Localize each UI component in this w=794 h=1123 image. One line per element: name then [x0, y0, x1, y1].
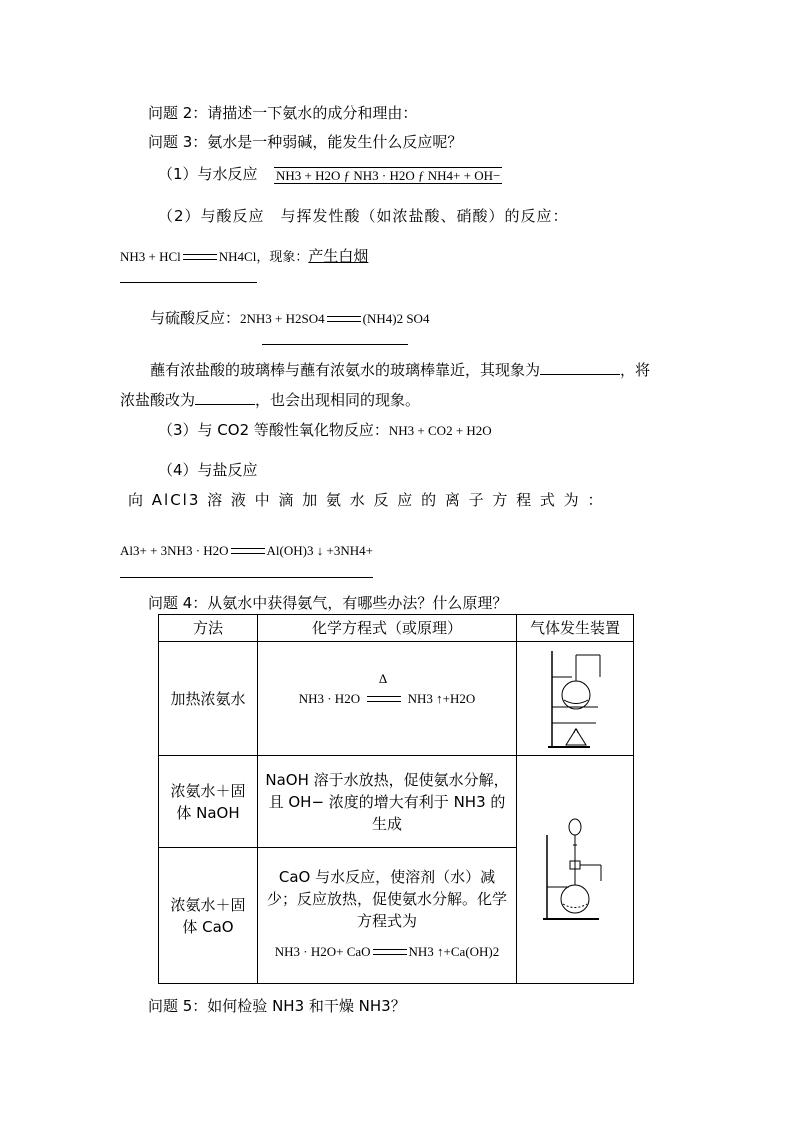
row2-method: 浓氨水＋固体 NaOH — [159, 756, 258, 848]
reaction-3: （3）与 CO2 等酸性氧化物反应：NH3 + CO2 + H2O — [158, 421, 492, 439]
reaction-1-label: （1）与水反应 — [158, 165, 258, 183]
glass-rod-text-1: 蘸有浓盐酸的玻璃棒与蘸有浓氨水的玻璃棒靠近，其现象为 ，将 — [150, 361, 651, 379]
sulfuric-reaction: 与硫酸反应：2NH3 + H2SO4 (NH4)2 SO4 — [150, 309, 430, 327]
heating-apparatus — [517, 642, 634, 756]
dropping-apparatus-icon — [539, 815, 611, 925]
answer-line — [262, 344, 408, 345]
blank-phenomenon[interactable] — [540, 360, 620, 375]
reaction-2-label: （2）与酸反应 与挥发性酸（如浓盐酸、硝酸）的反应： — [158, 207, 569, 225]
glass-rod-text-2: 浓盐酸改为 ，也会出现相同的现象。 — [120, 391, 421, 409]
reaction-4-text: 向 AlCl3 溶 液 中 滴 加 氨 水 反 应 的 离 子 方 程 式 为 ： — [128, 491, 605, 509]
blank-acid[interactable] — [195, 390, 255, 405]
row1-equation: NH3 · H2O Δ NH3 ↑+H2O — [258, 642, 517, 756]
question-3: 问题 3：氨水是一种弱碱，能发生什么反应呢？ — [148, 133, 463, 151]
reaction-2-equation: NH3 + HCl NH4Cl，现象：产生白烟 — [120, 247, 369, 265]
row3-principle: CaO 与水反应，使溶剂（水）减少；反应放热，促使氨水分解。化学方程式为 NH3 · H2O+ CaO NH3 ↑+Ca(OH)2 — [258, 848, 517, 984]
question-5: 问题 5：如何检验 NH3 和干燥 NH3？ — [148, 997, 406, 1015]
answer-line — [120, 577, 373, 578]
heating-apparatus-icon — [540, 645, 610, 753]
answer-line — [120, 282, 257, 283]
row3-equation: NH3 · H2O+ CaO NH3 ↑+Ca(OH)2 — [274, 944, 500, 959]
question-2: 问题 2：请描述一下氨水的成分和理由： — [148, 104, 418, 122]
header-apparatus: 气体发生装置 — [517, 615, 634, 642]
row1-method: 加热浓氨水 — [159, 642, 258, 756]
reaction-4-equation: Al3+ + 3NH3 · H2O Al(OH)3 ↓ +3NH4+ — [120, 543, 373, 558]
header-method: 方法 — [159, 615, 258, 642]
reaction-4-label: （4）与盐反应 — [158, 461, 258, 479]
phenomenon-answer: 产生白烟 — [308, 247, 369, 265]
dropping-apparatus — [517, 756, 634, 984]
reaction-1-equation: NH3 + H2O ƒ NH3 · H2O ƒ NH4+ + OH− — [276, 168, 501, 183]
row3-method: 浓氨水＋固体 CaO — [159, 848, 258, 984]
question-4: 问题 4：从氨水中获得氨气，有哪些办法？什么原理？ — [148, 594, 508, 612]
ammonia-methods-table — [158, 614, 634, 984]
header-equation: 化学方程式（或原理） — [258, 615, 517, 642]
row2-principle: NaOH 溶于水放热，促使氨水分解，且 OH− 浓度的增大有利于 NH3 的生成 — [258, 756, 517, 848]
